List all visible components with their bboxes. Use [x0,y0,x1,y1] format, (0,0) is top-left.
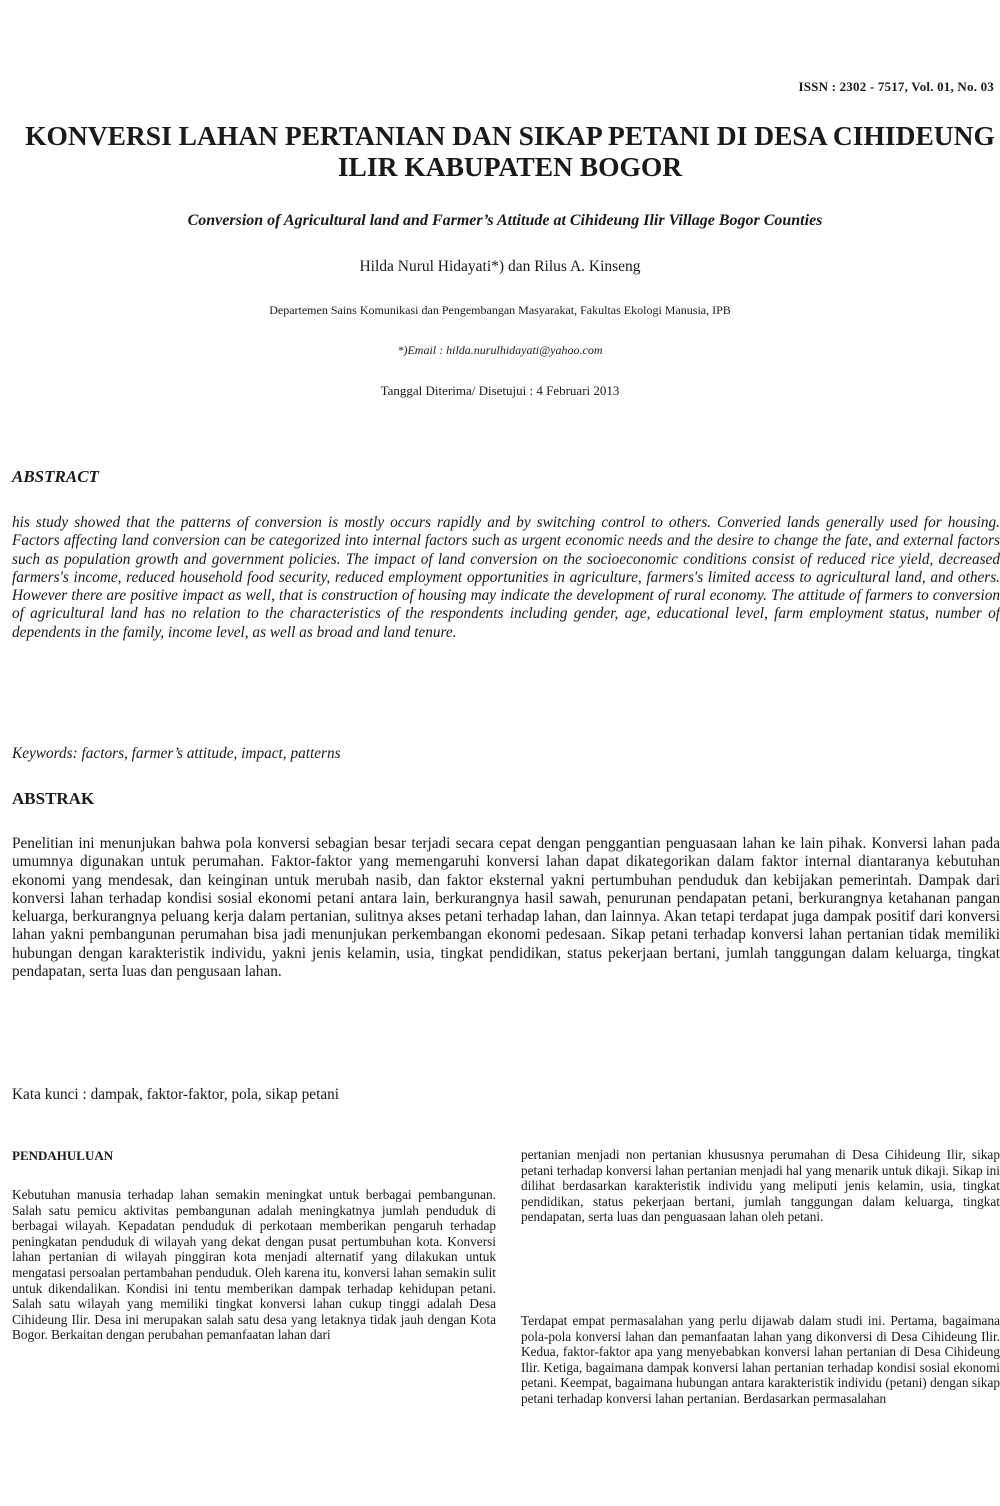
abstrak-body: Penelitian ini menunjukan bahwa pola konversi sebagian besar terjadi secara cepat dengan penggantian penguasaan lahan ke lain pihak. Konversi lahan pada umumnya digunakan untuk perumahan. Faktor-faktor yang memengaruhi konversi lahan dapat dikategorikan dalam faktor internal diantaranya kebutuhan ekonomi yang mendesak, dan keinginan untuk merubah nasib, dan faktor eksternal yakni pertumbuhan penduduk dan kebijakan pemerintah. Dampak dari konversi lahan terhadap kondisi sosial ekonomi petani antara lain, berkurangnya hasil sawah, penurunan pendapatan petani, berkurangnya ketahanan pangan keluarga, berkurangnya peluang kerja dalam pertanian, sulitnya akses petani terhadap lahan, dan lainnya. Akan tetapi terdapat juga dampak positif dari konversi lahan yakni pembangunan perumahan bisa jadi menunjukan perkembangan ekonomi pedesaan. Sikap petani terhadap konversi lahan pertanian tidak memiliki hubungan dengan karakteristik individu, yakni jenis kelamin, usia, tingkat pendidikan, status pekerjaan bertani, jumlah tanggungan dalam keluarga, tingkat pendapatan, serta luas dan pengusaan lahan. [12,835,1000,981]
author-email: *)Email : hilda.nurulhidayati@yahoo.com [397,343,603,357]
intro-left-column: Kebutuhan manusia terhadap lahan semakin meningkat untuk berbagai pembangunan. Salah satu pemicu aktivitas pembangunan adalah meningkatnya jumlah penduduk di berbagai wilayah. Kepadatan penduduk di perkotaan memberikan pengaruh terhadap peningkatan penduduk di wilayah yang dekat dengan pusat pertumbuhan kota. Konversi lahan pertanian di wilayah pinggiran kota menjadi alternatif yang dilakukan untuk mengatasi persoalan pertambahan penduduk. Oleh karena itu, konversi lahan semakin sulit untuk dikendalikan. Kondisi ini tentu memberikan dampak terhadap kehidupan petani. Salah satu wilayah yang memiliki tingkat konversi lahan cukup tinggi adalah Desa Cihideung Ilir. Desa ini merupakan salah satu desa yang letaknya tidak jauh dengan Kota Bogor. Berkaitan dengan perubahan pemanfaatan lahan dari [12,1187,496,1343]
article-title: KONVERSI LAHAN PERTANIAN DAN SIKAP PETANI DI DESA CIHIDEUNG ILIR KABUPATEN BOGOR [25,120,995,182]
abstrak-keywords: Kata kunci : dampak, faktor-faktor, pola, sikap petani [12,1086,340,1103]
submission-dates: Tanggal Diterima/ Disetujui : 4 Februari 2013 [380,383,620,398]
affiliation: Departemen Sains Komunikasi dan Pengembangan Masyarakat, Fakultas Ekologi Manusia, IPB [269,303,731,317]
intro-heading: PENDAHULUAN [12,1148,114,1163]
intro-right-paragraph-1: pertanian menjadi non pertanian khususnya perumahan di Desa Cihideung Ilir, sikap petani terhadap konversi lahan pertanian menjadi hal yang menarik untuk dikaji. Sikap ini dilihat berdasarkan karakteristik individu yang meliputi jenis kelamin, usia, tingkat pendidikan, status pekerjaan bertani, jumlah tanggungan dalam keluarga, tingkat pendapatan, serta luas dan penguasaan lahan oleh petani. [521,1147,1000,1225]
authors: Hilda Nurul Hidayati*) dan Rilus A. Kinseng [359,258,641,275]
issn-header: ISSN : 2302 - 7517, Vol. 01, No. 03 [798,79,994,94]
intro-right-paragraph-2: Terdapat empat permasalahan yang perlu dijawab dalam studi ini. Pertama, bagaimana pola-pola konversi lahan dan pemanfaatan lahan yang dikonversi di Desa Cihideung Ilir. Kedua, faktor-faktor apa yang menyebabkan konversi lahan pertanian di Desa Cihideung Ilir. Ketiga, bagaimana dampak konversi lahan pertanian terhadap kondisi sosial ekonomi petani. Keempat, bagaimana hubungan antara karakteristik individu (petani) dengan sikap petani terhadap konversi lahan pertanian. Berdasarkan permasalahan [521,1313,1000,1406]
article-subtitle: Conversion of Agricultural land and Farmer’s Attitude at Cihideung Ilir Village Bogor Counties [187,212,823,229]
abstract-keywords: Keywords: factors, farmer’s attitude, impact, patterns [12,745,341,762]
abstract-body: his study showed that the patterns of conversion is mostly occurs rapidly and by switching control to others. Converied lands generally used for housing. Factors affecting land conversion can be categorized into internal factors such as urgent economic needs and the desire to change the fate, and external factors such as population growth and government policies. The impact of land conversion on the socioeconomic conditions consist of reduced rice yield, decreased farmers's income, reduced household food security, reduced employment opportunities in agriculture, farmers's limited access to agricultural land, and others. However there are positive impact as well, that is construction of housing may indicate the development of rural economy. The attitude of farmers to conversion of agricultural land has no relation to the characteristics of the respondents including gender, age, educational level, farm employment status, number of dependents in the family, income level, as well as broad and land tenure. [12,514,1000,641]
abstract-heading: ABSTRACT [12,467,99,486]
abstrak-heading: ABSTRAK [12,789,95,808]
